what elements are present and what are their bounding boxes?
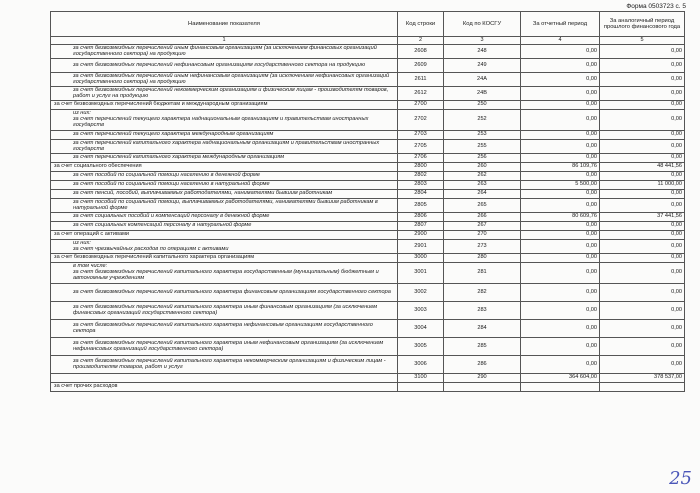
table-row bbox=[51, 131, 685, 140]
row-name: за счет безвозмездных перечислений нефинансовым организациям государственного сектора на продукцию bbox=[51, 59, 398, 73]
table-row bbox=[51, 190, 685, 199]
row-previous-value: 37 441,56 bbox=[600, 213, 685, 222]
row-name: за счет безвозмездных перечислений бюджетам и международным организациям bbox=[51, 101, 398, 110]
row-current-value: 0,00 bbox=[521, 131, 600, 140]
table-row bbox=[51, 320, 685, 338]
row-previous-value: 11 000,00 bbox=[600, 181, 685, 190]
table-row bbox=[51, 45, 685, 59]
row-previous-value: 0,00 bbox=[600, 73, 685, 87]
row-kosgu: 248 bbox=[444, 45, 521, 59]
row-name: за счет социального обеспечения bbox=[51, 163, 398, 172]
row-current-value: 0,00 bbox=[521, 87, 600, 101]
row-name: за счет безвозмездных перечислений капитального характера иным нефинансовым организациям (за исключением нефинансовых организаций государственного сектора) bbox=[51, 338, 398, 356]
row-name: за счет безвозмездных перечислений иным нефинансовым организациям (за исключением нефинансовых организаций государственного сектора) на продукцию bbox=[51, 73, 398, 87]
row-code bbox=[398, 383, 444, 392]
row-code: 2608 bbox=[398, 45, 444, 59]
row-current-value: 0,00 bbox=[521, 338, 600, 356]
row-current-value: 0,00 bbox=[521, 154, 600, 163]
row-code: 2901 bbox=[398, 240, 444, 254]
row-kosgu: 290 bbox=[444, 374, 521, 383]
row-name: за счет безвозмездных перечислений капитального характера организациям bbox=[51, 254, 398, 263]
row-kosgu: 267 bbox=[444, 222, 521, 231]
row-code: 3002 bbox=[398, 284, 444, 302]
table-row bbox=[51, 181, 685, 190]
row-kosgu: 262 bbox=[444, 172, 521, 181]
row-kosgu: 250 bbox=[444, 101, 521, 110]
row-code: 3004 bbox=[398, 320, 444, 338]
row-code: 2900 bbox=[398, 231, 444, 240]
table-row bbox=[51, 222, 685, 231]
table-row bbox=[51, 172, 685, 181]
row-current-value: 0,00 bbox=[521, 199, 600, 213]
row-name bbox=[51, 374, 398, 383]
row-name: за счет безвозмездных перечислений некоммерческим организациям и физическим лицам - производителям товаров, работ и услуг на продукцию bbox=[51, 87, 398, 101]
header-code: Код строки bbox=[398, 12, 444, 37]
row-current-value: 0,00 bbox=[521, 320, 600, 338]
row-name: за счет безвозмездных перечислений капитального характера финансовым организациям государственного сектора bbox=[51, 284, 398, 302]
row-kosgu: 264 bbox=[444, 190, 521, 199]
table-body bbox=[51, 45, 685, 392]
row-current-value: 0,00 bbox=[521, 222, 600, 231]
row-kosgu: 286 bbox=[444, 356, 521, 374]
row-current-value: 364 604,00 bbox=[521, 374, 600, 383]
header-kosgu: Код по КОСГУ bbox=[444, 12, 521, 37]
row-name: за счет пособий по социальной помощи населению в натуральной форме bbox=[51, 181, 398, 190]
row-previous-value: 0,00 bbox=[600, 222, 685, 231]
row-current-value: 0,00 bbox=[521, 101, 600, 110]
expenses-table bbox=[50, 11, 685, 392]
col-number: 3 bbox=[444, 37, 521, 45]
col-number: 5 bbox=[600, 37, 685, 45]
row-previous-value: 0,00 bbox=[600, 101, 685, 110]
row-kosgu: 283 bbox=[444, 302, 521, 320]
row-current-value: 0,00 bbox=[521, 356, 600, 374]
row-name: за счет безвозмездных перечислений капитального характера нефинансовым организациям государственного сектора bbox=[51, 320, 398, 338]
row-name: за счет социальных компенсаций персоналу в натуральной форме bbox=[51, 222, 398, 231]
row-code: 2611 bbox=[398, 73, 444, 87]
table-row bbox=[51, 231, 685, 240]
row-kosgu: 252 bbox=[444, 110, 521, 131]
row-code: 3005 bbox=[398, 338, 444, 356]
row-previous-value: 0,00 bbox=[600, 263, 685, 284]
row-kosgu: 281 bbox=[444, 263, 521, 284]
row-previous-value: 0,00 bbox=[600, 190, 685, 199]
row-previous-value: 0,00 bbox=[600, 284, 685, 302]
table-row bbox=[51, 284, 685, 302]
row-name: за счет перечислений капитального характера наднациональным организациям и правительствам иностранных государств bbox=[51, 140, 398, 154]
row-previous-value: 0,00 bbox=[600, 87, 685, 101]
row-kosgu: 280 bbox=[444, 254, 521, 263]
header-previous-period: За аналогичный период прошлого финансового года bbox=[600, 12, 685, 37]
row-code: 2706 bbox=[398, 154, 444, 163]
col-number: 4 bbox=[521, 37, 600, 45]
row-code: 3003 bbox=[398, 302, 444, 320]
row-code: 2705 bbox=[398, 140, 444, 154]
col-number: 2 bbox=[398, 37, 444, 45]
row-kosgu: 265 bbox=[444, 199, 521, 213]
row-previous-value: 0,00 bbox=[600, 172, 685, 181]
row-previous-value: 0,00 bbox=[600, 154, 685, 163]
row-kosgu: 249 bbox=[444, 59, 521, 73]
row-code: 2806 bbox=[398, 213, 444, 222]
header-row bbox=[51, 12, 685, 37]
row-kosgu: 266 bbox=[444, 213, 521, 222]
table-row bbox=[51, 163, 685, 172]
row-name: за счет пособий по социальной помощи, выплачиваемых работодателями, нанимателями бывшим работникам в натуральной форме bbox=[51, 199, 398, 213]
row-current-value: 86 109,76 bbox=[521, 163, 600, 172]
row-code: 2702 bbox=[398, 110, 444, 131]
row-previous-value: 0,00 bbox=[600, 338, 685, 356]
row-previous-value: 0,00 bbox=[600, 45, 685, 59]
row-current-value: 0,00 bbox=[521, 172, 600, 181]
row-kosgu: 284 bbox=[444, 320, 521, 338]
row-kosgu: 255 bbox=[444, 140, 521, 154]
row-current-value bbox=[521, 383, 600, 392]
table-row bbox=[51, 199, 685, 213]
row-kosgu: 285 bbox=[444, 338, 521, 356]
row-current-value: 0,00 bbox=[521, 110, 600, 131]
row-kosgu: 253 bbox=[444, 131, 521, 140]
row-name: за счет перечислений капитального характера международным организациям bbox=[51, 154, 398, 163]
table-row bbox=[51, 73, 685, 87]
row-code: 2807 bbox=[398, 222, 444, 231]
table-row bbox=[51, 356, 685, 374]
row-previous-value: 48 441,56 bbox=[600, 163, 685, 172]
table-row bbox=[51, 110, 685, 131]
row-name: за счет пенсий, пособий, выплачиваемых работодателями, нанимателями бывшим работникам bbox=[51, 190, 398, 199]
row-name: за счет прочих расходов bbox=[51, 383, 398, 392]
header-current-period: За отчетный период bbox=[521, 12, 600, 37]
row-current-value: 0,00 bbox=[521, 73, 600, 87]
table-row bbox=[51, 101, 685, 110]
row-current-value: 5 500,00 bbox=[521, 181, 600, 190]
handwritten-page-number: 25 bbox=[669, 468, 692, 489]
row-code: 3100 bbox=[398, 374, 444, 383]
table-row bbox=[51, 240, 685, 254]
table-row bbox=[51, 87, 685, 101]
row-code: 2802 bbox=[398, 172, 444, 181]
row-code: 3006 bbox=[398, 356, 444, 374]
row-kosgu: 270 bbox=[444, 231, 521, 240]
col-number: 1 bbox=[51, 37, 398, 45]
table-row bbox=[51, 338, 685, 356]
table-row bbox=[51, 254, 685, 263]
row-current-value: 80 609,76 bbox=[521, 213, 600, 222]
row-previous-value: 0,00 bbox=[600, 356, 685, 374]
row-code: 3001 bbox=[398, 263, 444, 284]
row-kosgu: 260 bbox=[444, 163, 521, 172]
row-code: 2703 bbox=[398, 131, 444, 140]
row-previous-value: 0,00 bbox=[600, 59, 685, 73]
row-kosgu: 273 bbox=[444, 240, 521, 254]
row-kosgu: 256 bbox=[444, 154, 521, 163]
row-kosgu bbox=[444, 383, 521, 392]
header-name: Наименование показателя bbox=[51, 12, 398, 37]
form-identifier: Форма 0503723 с. 5 bbox=[626, 3, 686, 10]
row-name: за счет безвозмездных перечислений капитального характера иным финансовым организациям (за исключением финансовых организаций государственного сектора) bbox=[51, 302, 398, 320]
table-row bbox=[51, 302, 685, 320]
row-code: 3000 bbox=[398, 254, 444, 263]
row-previous-value: 0,00 bbox=[600, 240, 685, 254]
row-previous-value bbox=[600, 383, 685, 392]
table-row bbox=[51, 383, 685, 392]
row-current-value: 0,00 bbox=[521, 284, 600, 302]
row-previous-value: 0,00 bbox=[600, 140, 685, 154]
row-previous-value: 0,00 bbox=[600, 110, 685, 131]
row-name: за счет операций с активами bbox=[51, 231, 398, 240]
row-code: 2804 bbox=[398, 190, 444, 199]
row-name: за счет безвозмездных перечислений капитального характера некоммерческим организациям и физическим лицам - производителям товаров, работ и услуг bbox=[51, 356, 398, 374]
row-name: за счет пособий по социальной помощи населению в денежной форме bbox=[51, 172, 398, 181]
row-current-value: 0,00 bbox=[521, 231, 600, 240]
table-row bbox=[51, 213, 685, 222]
table-row bbox=[51, 154, 685, 163]
row-current-value: 0,00 bbox=[521, 240, 600, 254]
row-previous-value: 0,00 bbox=[600, 254, 685, 263]
row-name: за счет перечислений текущего характера международным организациям bbox=[51, 131, 398, 140]
row-name: из них: за счет чрезвычайных расходов по операциям с активами bbox=[51, 240, 398, 254]
row-name: в том числе: за счет безвозмездных перечислений капитального характера государственным (муниципальным) бюджетным и автономным учреждениям bbox=[51, 263, 398, 284]
row-previous-value: 0,00 bbox=[600, 131, 685, 140]
row-current-value: 0,00 bbox=[521, 140, 600, 154]
row-kosgu: 24A bbox=[444, 73, 521, 87]
row-previous-value: 0,00 bbox=[600, 320, 685, 338]
row-current-value: 0,00 bbox=[521, 302, 600, 320]
row-kosgu: 263 bbox=[444, 181, 521, 190]
column-numbers-row bbox=[51, 37, 685, 45]
table-row bbox=[51, 374, 685, 383]
row-code: 2800 bbox=[398, 163, 444, 172]
row-name: из них: за счет перечислений текущего характера наднациональным организациям и правительствам иностранных государств bbox=[51, 110, 398, 131]
row-kosgu: 282 bbox=[444, 284, 521, 302]
row-previous-value: 0,00 bbox=[600, 302, 685, 320]
row-code: 2700 bbox=[398, 101, 444, 110]
row-kosgu: 24B bbox=[444, 87, 521, 101]
row-current-value: 0,00 bbox=[521, 263, 600, 284]
table-row bbox=[51, 59, 685, 73]
row-current-value: 0,00 bbox=[521, 254, 600, 263]
row-previous-value: 378 537,00 bbox=[600, 374, 685, 383]
row-current-value: 0,00 bbox=[521, 59, 600, 73]
row-previous-value: 0,00 bbox=[600, 199, 685, 213]
row-current-value: 0,00 bbox=[521, 45, 600, 59]
row-name: за счет безвозмездных перечислений иным финансовым организациям (за исключением финансовых организаций государственного сектора) на продукцию bbox=[51, 45, 398, 59]
table-row bbox=[51, 263, 685, 284]
row-code: 2609 bbox=[398, 59, 444, 73]
table-row bbox=[51, 140, 685, 154]
row-previous-value: 0,00 bbox=[600, 231, 685, 240]
row-name: за счет социальных пособий и компенсаций персоналу в денежной форме bbox=[51, 213, 398, 222]
row-code: 2612 bbox=[398, 87, 444, 101]
row-code: 2805 bbox=[398, 199, 444, 213]
row-code: 2803 bbox=[398, 181, 444, 190]
row-current-value: 0,00 bbox=[521, 190, 600, 199]
